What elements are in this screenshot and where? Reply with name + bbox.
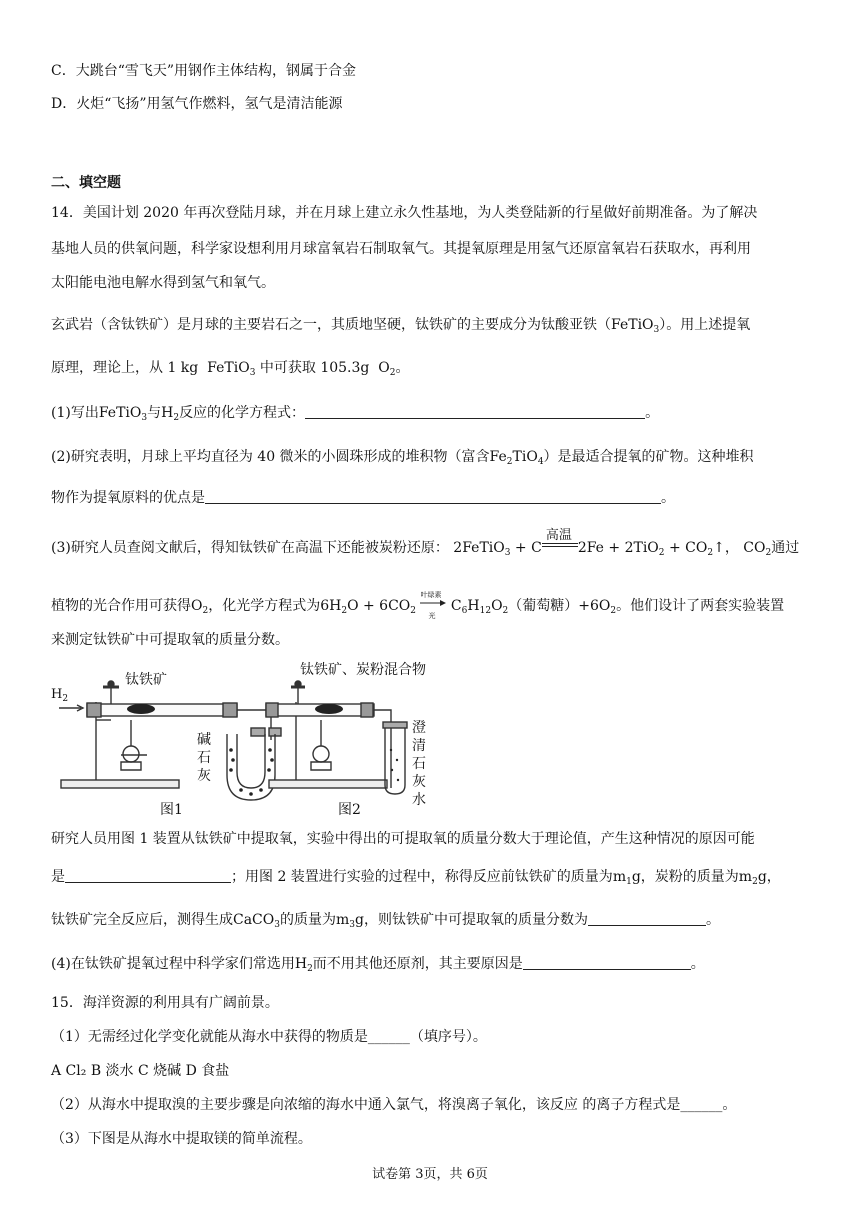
section-title: 二、填空题 — [51, 175, 121, 191]
fig2-label: 钛铁矿、炭粉混合物 — [300, 662, 426, 678]
q14-sub-3-line-6 — [51, 910, 720, 930]
q14-text: ， — [724, 540, 739, 556]
q14-text: ，则钛铁矿中可提取氧的质量分数为 — [363, 912, 588, 928]
fig2-side-char: 清 — [412, 738, 426, 754]
q14-para-2: 基地人员的供氧问题，科学家设想利用月球富氧岩石制取氧气。其提氧原理是用氢气还原富氧岩石获取水，再利用 — [51, 241, 751, 257]
q14-text: 中可获取 105.3g — [259, 360, 370, 376]
fig2-side-char: 澄 — [412, 720, 426, 736]
q14-para-3: 太阳能电池电解水得到氢气和氧气。 — [51, 275, 275, 291]
q14-text: ， — [766, 869, 781, 885]
h2-text: H — [51, 687, 63, 702]
fig1-side-char: 灰 — [197, 768, 211, 784]
reaction-arrow — [420, 591, 446, 620]
q14-text: (4)在钛铁矿提氧过程中科学家们常选用 — [51, 956, 295, 972]
formula: $m_1g$ — [612, 869, 641, 887]
q14-text: 。 — [395, 360, 410, 376]
q14-text: ，炭粉的质量为 — [640, 869, 739, 885]
q14-text: ）。用上述提氧 — [659, 317, 751, 333]
q14-text: 植物的光合作用可获得 — [51, 598, 191, 614]
equation: 2FeTiO$_3$ + C 高温 $2Fe + 2TiO_2 + CO_2↑$ — [453, 528, 725, 558]
q14-sub-2-line-2 — [51, 488, 675, 508]
q14-para-1: 14．美国计划 2020 年再次登陆月球，并在月球上建立永久性基地，为人类登陆新的行星做好前期准备。为了解决 — [51, 205, 758, 221]
fig1-caption: 图1 — [160, 802, 183, 818]
formula: $CO_2$ — [743, 540, 772, 558]
q14-text: 。 — [690, 956, 705, 972]
option-c: C．大跳台“雪飞天”用钢作主体结构，钢属于合金 — [51, 63, 357, 79]
q14-para-4 — [51, 315, 750, 335]
q14-sub-1 — [51, 403, 659, 423]
formula: FeTiO$_3$ — [98, 405, 148, 423]
q14-text: 原理，理论上，从 1 kg — [51, 360, 199, 376]
q14-text: 通过 — [771, 540, 800, 556]
answer-blank[interactable] — [65, 868, 231, 883]
q14-text: 的质量为 — [279, 912, 336, 928]
q14-text: 玄武岩（含钛铁矿）是月球的主要岩石之一，其质地坚硬，钛铁矿的主要成分为钛酸亚铁（ — [51, 317, 611, 333]
q14-sub-2-line-1 — [51, 447, 754, 467]
arrow-top-text: 叶绿素 — [420, 591, 442, 599]
option-d: D．火炬“飞扬”用氢气作燃料，氢气是清洁能源 — [51, 96, 343, 112]
q14-sub-3-line-5 — [51, 867, 781, 887]
q14-text: 。 — [645, 405, 660, 421]
q14-para-5 — [51, 358, 410, 378]
q14-text: 。他们设计了两套实验装置 — [616, 598, 785, 614]
q15-sub-3: （3）下图是从海水中提取镁的简单流程。 — [51, 1131, 312, 1147]
condition-text: 高温 — [545, 528, 572, 543]
fig2-side-char: 石 — [412, 756, 426, 772]
q14-text: (2)研究表明，月球上平均直径为 40 微米的小圆珠形成的堆积物（富含 — [51, 449, 490, 465]
fig2-caption: 图2 — [338, 802, 361, 818]
q15-title: 15．海洋资源的利用具有广阔前景。 — [51, 995, 279, 1011]
q14-text: 钛铁矿完全反应后，测得生成 — [51, 912, 233, 928]
q14-sub-3-line-2: 植物的光合作用可获得$O_2$，化光学方程式为$6H_2O + 6CO_2$ 叶绿素 光 $C_6H_{12}O_2$（葡萄糖）$+6O_2$。他们设计了两套实验装置 — [51, 596, 784, 616]
page-footer: 试卷第 3页，共 6页 — [372, 1167, 488, 1182]
fig2-side-char: 灰 — [412, 774, 426, 790]
q14-text: ，化光学方程式为 — [208, 598, 321, 614]
fig1-label: 钛铁矿 — [125, 672, 167, 688]
q14-sub-4 — [51, 954, 705, 974]
q14-text: （葡萄糖）+6O — [508, 598, 611, 614]
formula: $H_2$ — [161, 405, 180, 423]
fig1-side-char: 石 — [197, 750, 211, 766]
answer-blank[interactable] — [205, 489, 661, 504]
formula: CaCO$_3$ — [233, 912, 280, 930]
q14-text: ；用图 2 装置进行实验的过程中，称得反应前钛铁矿的质量为 — [231, 869, 613, 885]
answer-blank[interactable] — [523, 955, 691, 970]
equation: $6H_2O + 6CO_2$ 叶绿素 光 $C_6H_{12}O_2$ — [320, 598, 508, 614]
formula: $Fe_2TiO_4$ — [489, 449, 544, 467]
formula: FeTiO$_3$ — [207, 360, 256, 378]
answer-blank[interactable] — [305, 404, 645, 419]
reaction-condition — [542, 528, 578, 553]
q14-text: 。 — [661, 490, 675, 506]
q14-text: 。 — [705, 912, 720, 928]
q14-text: 与 — [147, 405, 162, 421]
fig1-h2-label: $H_2$ — [51, 687, 69, 704]
formula: $O_2$ — [378, 360, 396, 378]
q14-text: 是 — [51, 869, 65, 885]
q14-text: 物作为提氧原料的优点是 — [51, 490, 205, 506]
q14-text: 而不用其他还原剂，其主要原因是 — [312, 956, 523, 972]
q14-sub-3-line-1 — [51, 528, 800, 558]
arrow-bottom-text: 光 — [428, 612, 436, 620]
q14-text: ）是最适合提氧的矿物。这种堆积 — [543, 449, 754, 465]
fig1-side-char: 碱 — [197, 732, 211, 748]
q15-sub-1: （1）无需经过化学变化就能从海水中获得的物质是______（填序号）。 — [51, 1029, 487, 1045]
apparatus-figure — [51, 660, 441, 820]
q14-sub-3-line-3: 来测定钛铁矿中可提取氧的质量分数。 — [51, 632, 289, 648]
formula: $O_2$ — [191, 598, 209, 616]
q14-text: 反应的化学方程式： — [179, 405, 306, 421]
q14-sub-3-line-4: 研究人员用图 1 装置从钛铁矿中提取氧，实验中得出的可提取氧的质量分数大于理论值，产生这种情况的原因可能 — [51, 831, 755, 847]
q15-options: A Cl₂ B 淡水 C 烧碱 D 食盐 — [51, 1063, 230, 1079]
q14-text: (3)研究人员查阅文献后，得知钛铁矿在高温下还能被炭粉还原： — [51, 540, 449, 556]
formula: $m_3g$ — [335, 912, 364, 930]
formula: FeTiO$_3$ — [611, 317, 660, 335]
q14-text: (1)写出 — [51, 405, 99, 421]
answer-blank[interactable] — [588, 911, 706, 926]
formula: $H_2$ — [294, 956, 313, 974]
fig2-side-char: 水 — [412, 792, 426, 808]
q15-sub-2: （2）从海水中提取溴的主要步骤是向浓缩的海水中通入氯气，将溴离子氧化，该反应 的离子方程式是______。 — [51, 1097, 737, 1113]
formula: $m_2g$ — [738, 869, 767, 887]
